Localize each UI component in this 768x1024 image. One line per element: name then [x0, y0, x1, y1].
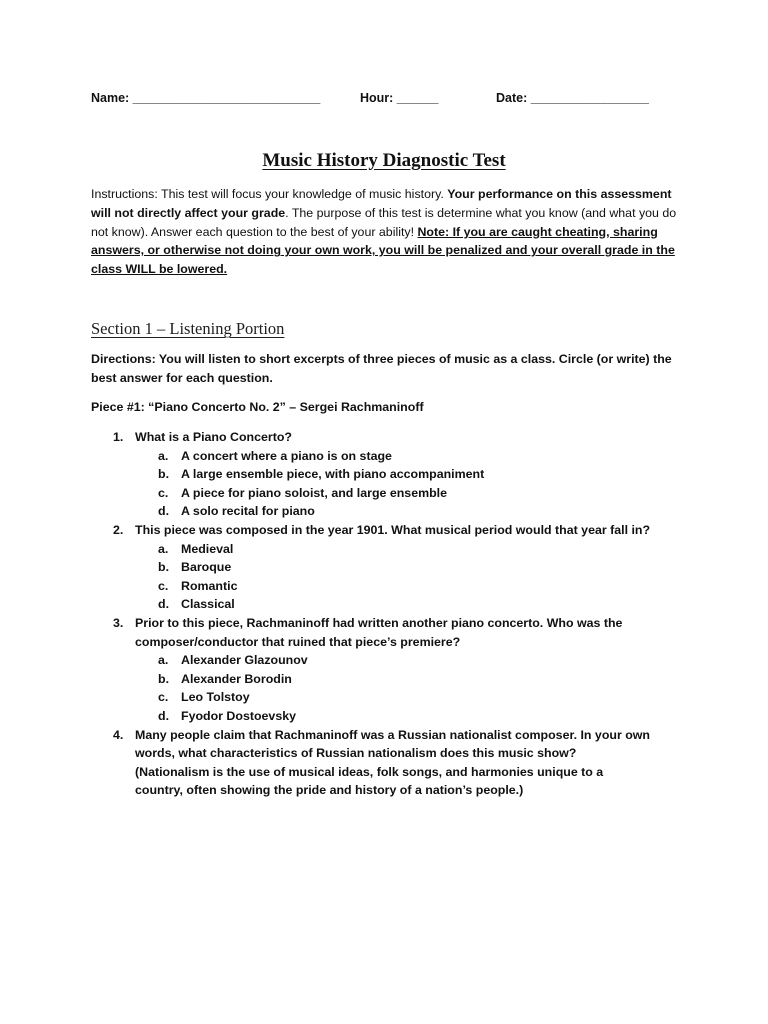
option-text: Classical [181, 597, 235, 612]
option-letter: c. [158, 578, 169, 593]
option-letter: d. [158, 708, 170, 723]
option-letter: a. [158, 448, 169, 463]
option-letter: a. [158, 653, 169, 668]
option-letter: b. [158, 467, 170, 482]
question-text: Many people claim that Rachmaninoff was a Russian nationalist composer. In your own words, what characteristics of Russian nationalism does this music show? (Nationalism is the use of musical ideas, folk songs, and harmonies unique to a country, often showing the pride and history of a nation’s people.) [135, 727, 651, 798]
option-1d[interactable] [91, 502, 651, 521]
option-text: Alexander Borodin [181, 671, 292, 686]
question-text: Prior to this piece, Rachmaninoff had written another piano concerto. Who was the composer/conductor that ruined that piece’s premiere? [135, 615, 623, 649]
option-text: Leo Tolstoy [181, 690, 250, 705]
page-title: Music History Diagnostic Test [262, 150, 506, 171]
option-letter: c. [158, 690, 169, 705]
option-letter: d. [158, 597, 170, 612]
option-text: Romantic [181, 578, 238, 593]
question-list [91, 428, 651, 800]
option-3d[interactable] [91, 707, 651, 726]
piece-title: Piece #1: “Piano Concerto No. 2” – Sergei Rachmaninoff [91, 400, 424, 414]
instructions-paragraph [91, 185, 683, 279]
option-text: A large ensemble piece, with piano accompaniment [181, 467, 485, 482]
question-number: 1. [113, 430, 124, 444]
section-heading: Section 1 – Listening Portion [91, 319, 285, 338]
option-text: Medieval [181, 541, 234, 556]
option-text: A solo recital for piano [181, 504, 315, 519]
option-1c[interactable] [91, 484, 651, 503]
option-text: A piece for piano soloist, and large ensemble [181, 485, 448, 500]
question-4 [91, 726, 651, 800]
option-text: Alexander Glazounov [181, 653, 308, 668]
option-1b[interactable] [91, 465, 651, 484]
option-text: A concert where a piano is on stage [181, 448, 392, 463]
option-text: Fyodor Dostoevsky [181, 708, 296, 723]
question-1 [91, 428, 651, 447]
question-number: 4. [113, 727, 124, 742]
option-2b[interactable] [91, 558, 651, 577]
instructions-cheating-warning: Note: If you are caught cheating, sharing answers, or otherwise not doing your own work, you will be penalized and your overall grade in the class WILL be lowered. [91, 224, 675, 277]
option-text: Baroque [181, 560, 232, 575]
question-number: 2. [113, 522, 124, 537]
option-3b[interactable] [91, 670, 651, 689]
question-text: This piece was composed in the year 1901. What musical period would that year fall in? [135, 522, 651, 537]
option-letter: d. [158, 504, 170, 519]
instructions-grade-note: Your performance on this assessment will not directly affect your grade [91, 187, 672, 220]
option-letter: b. [158, 671, 170, 686]
question-number: 3. [113, 615, 124, 630]
option-1a[interactable] [91, 447, 651, 466]
option-letter: a. [158, 541, 169, 556]
name-field[interactable]: Name: ___________________________ [91, 91, 321, 105]
option-letter: c. [158, 485, 169, 500]
option-2a[interactable] [91, 540, 651, 559]
question-2 [91, 521, 651, 540]
option-3a[interactable] [91, 651, 651, 670]
question-3 [91, 614, 651, 651]
instructions-purpose: . The purpose of this test is determine what you know (and what you do not know). Answer each question to the best of your ability! [91, 205, 677, 239]
option-2d[interactable] [91, 595, 651, 614]
option-3c[interactable] [91, 688, 651, 707]
date-field[interactable]: Date: _________________ [496, 91, 649, 105]
directions-paragraph: Directions: You will listen to short excerpts of three pieces of music as a class. Circle (or write) the best answer for each question. [91, 352, 672, 385]
hour-field[interactable]: Hour: ______ [360, 91, 439, 105]
question-text: What is a Piano Concerto? [135, 430, 292, 444]
instructions-intro: Instructions: This test will focus your knowledge of music history. [91, 187, 448, 201]
option-2c[interactable] [91, 577, 651, 596]
option-letter: b. [158, 560, 170, 575]
